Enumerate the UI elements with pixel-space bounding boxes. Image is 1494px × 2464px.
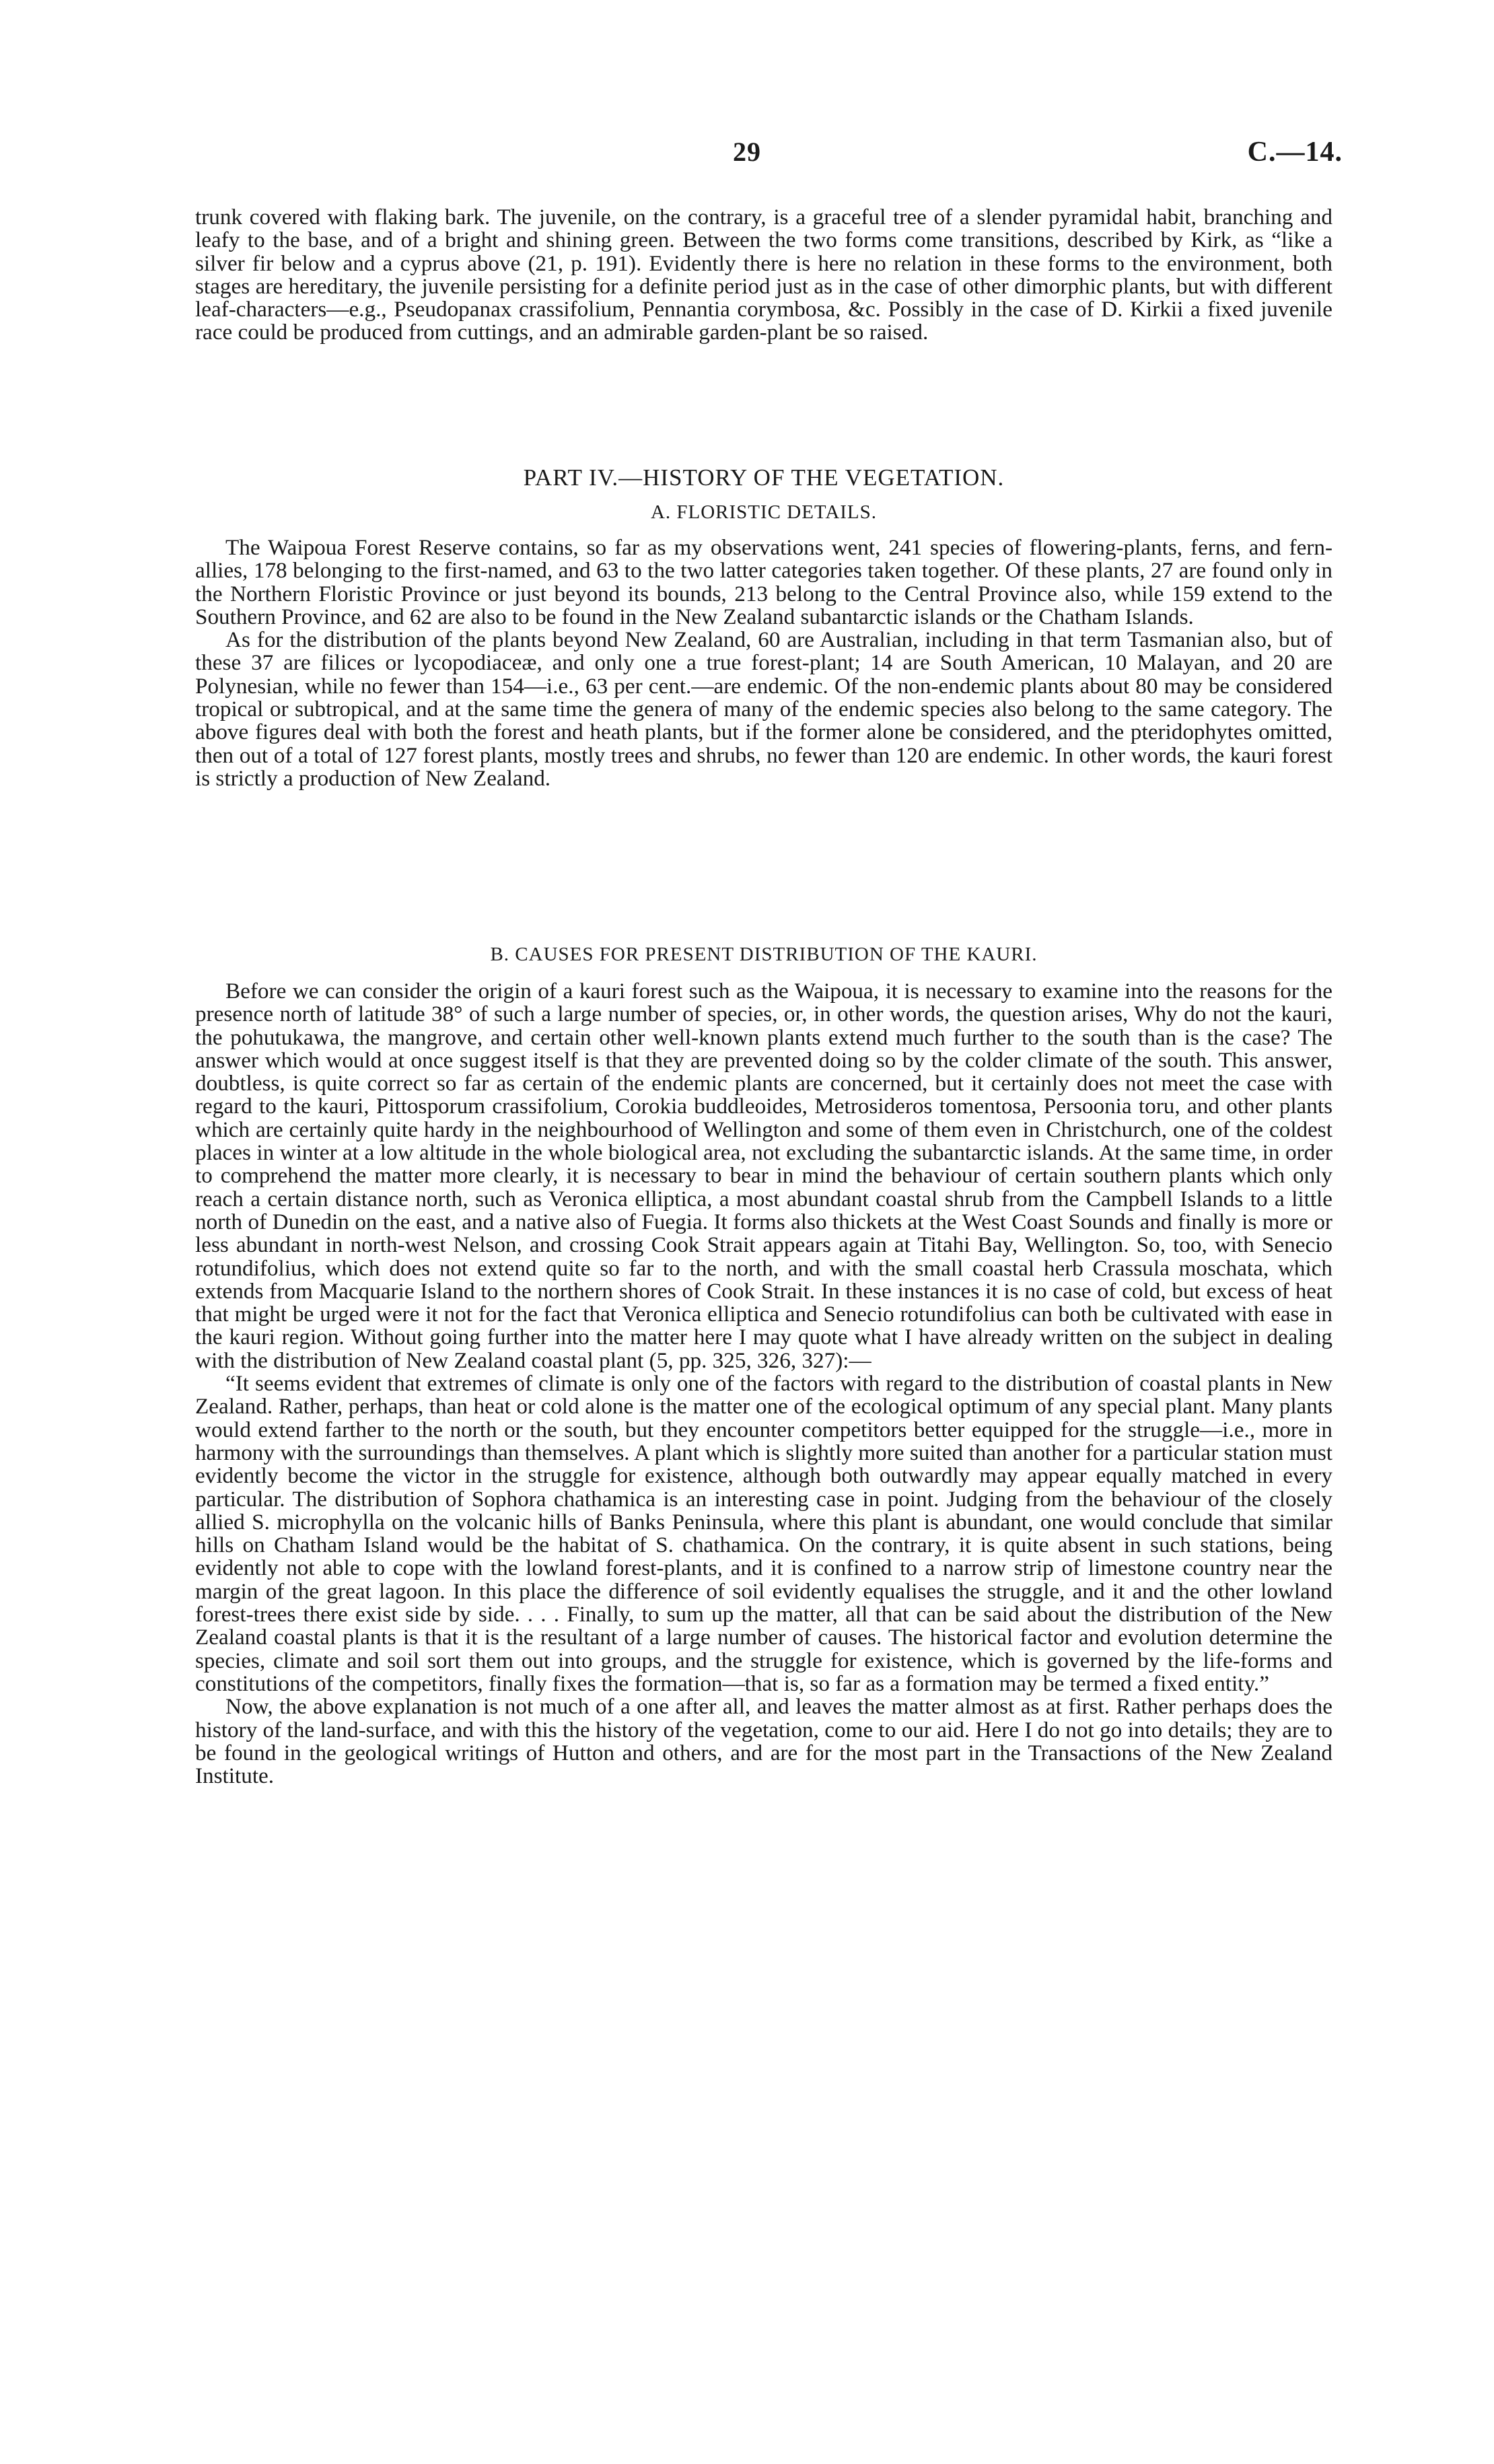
intro-block (195, 206, 1332, 345)
section-b-quote: “It seems evident that extremes of climate is only one of the factors with regard to the distribution of coastal plants in New Zealand. Rather, perhaps, than heat or cold alone is the matter one of the ecological optimum of any special plant. Many plants would extend farther to the north or the south, but they encounter competitors better equipped for the struggle—i.e., more in harmony with the surroundings than themselves. A plant which is slightly more suited than another for a particular station must evidently become the victor in the struggle for existence, although both outwardly may appear equally matched in every particular. The distribution of Sophora chathamica is an interesting case in point. Judging from the behaviour of the closely allied S. microphylla on the volcanic hills of Banks Peninsula, where this plant is abundant, one would conclude that similar hills on Chatham Island would be the habitat of S. chathamica. On the contrary, it is quite absent in such stations, being evidently not able to cope with the lowland forest-plants, and it is confined to a narrow strip of limestone country near the margin of the great lagoon. In this place the difference of soil evidently equalises the struggle, and it and the other lowland forest-trees there exist side by side. . . . Finally, to sum up the matter, all that can be said about the distribution of the New Zealand coastal plants is that it is the resultant of a large number of causes. The historical factor and evolution determine the species, climate and soil sort them out into groups, and the struggle for existence, which is governed by the life-forms and constitutions of the competitors, finally fixes the formation—that is, so far as a formation may be termed a fixed entity.” (195, 1371, 1332, 1696)
section-a-body (195, 536, 1332, 790)
section-b-paragraph-1: Before we can consider the origin of a kauri forest such as the Waipoua, it is necessary to examine into the reasons for the presence north of latitude 38° of such a large number of species, or, in other words, the question arises, Why do not the kauri, the pohutukawa, the mangrove, and certain other well-known plants extend much further to the south than is the case? The answer which would at once suggest itself is that they are prevented doing so by the colder climate of the south. This answer, doubtless, is quite correct so far as certain of the endemic plants are concerned, but it certainly does not meet the case with regard to the kauri, Pittosporum crassifolium, Corokia buddleoides, Metrosideros tomentosa, Persoonia toru, and other plants which are certainly quite hardy in the neighbourhood of Wellington and some of them even in Christchurch, one of the coldest places in winter at a low altitude in the whole biological area, not excluding the subantarctic islands. At the same time, in order to comprehend the matter more clearly, it is necessary to bear in mind the behaviour of certain southern plants which only reach a certain distance north, such as Veronica elliptica, a most abundant coastal shrub from the Campbell Islands to a little north of Dunedin on the east, and a native also of Fuegia. It forms also thickets at the West Coast Sounds and finally is more or less abundant in north-west Nelson, and crossing Cook Strait appears again at Titahi Bay, Wellington. So, too, with Senecio rotundifolius, which does not extend quite so far to the north, and with the small coastal herb Crassula moschata, which extends from Macquarie Island to the northern shores of Cook Strait. In these instances it is no case of cold, but excess of heat that might be urged were it not for the fact that Veronica elliptica and Senecio rotundifolius can both be cultivated with ease in the kauri region. Without going further into the matter here I may quote what I have already written on the subject in dealing with the distribution of New Zealand coastal plant (5, pp. 325, 326, 327):— (195, 979, 1332, 1373)
section-b-paragraph-3: Now, the above explanation is not much of a one after all, and leaves the matter almost as at first. Rather perhaps does the history of the land-surface, and with this the history of the vegetation, come to our aid. Here I do not go into details; they are to be found in the geological writings of Hutton and others, and are for the most part in the Transactions of the New Zealand Institute. (195, 1694, 1332, 1789)
page-number: 29 (733, 137, 761, 167)
part-heading: PART IV.—HISTORY OF THE VEGETATION. (523, 464, 1005, 491)
section-b-heading: B. CAUSES FOR PRESENT DISTRIBUTION OF THE KAURI. (490, 944, 1038, 965)
section-a-paragraph-1: The Waipoua Forest Reserve contains, so far as my observations went, 241 species of flowering-plants, ferns, and fern-allies, 178 belonging to the first-named, and 63 to the two latter categories taken together. Of these plants, 27 are found only in the Northern Floristic Province or just beyond its bounds, 213 belong to the Central Province also, while 159 extend to the Southern Province, and 62 are also to be found in the New Zealand subantarctic islands or the Chatham Islands. (195, 535, 1332, 629)
document-reference: C.—14. (1247, 137, 1343, 168)
intro-paragraph: trunk covered with flaking bark. The juvenile, on the contrary, is a graceful tree of a slender pyramidal habit, branching and leafy to the base, and of a bright and shining green. Between the two forms come transitions, described by Kirk, as “like a silver fir below and a cyprus above (21, p. 191). Evidently there is here no relation in these forms to the environment, both stages are hereditary, the juvenile persisting for a definite period just as in the case of other dimorphic plants, but with different leaf-characters—e.g., Pseudopanax crassifolium, Pennantia corymbosa, &c. Possibly in the case of D. Kirkii a fixed juvenile race could be produced from cuttings, and an admirable garden-plant be so raised. (195, 205, 1332, 345)
section-a-heading: A. FLORISTIC DETAILS. (650, 501, 878, 523)
section-a-paragraph-2: As for the distribution of the plants beyond New Zealand, 60 are Australian, including in that term Tasmanian also, but of these 37 are filices or lycopodiaceæ, and only one a true forest-plant; 14 are South American, 10 Malayan, and 20 are Polynesian, while no fewer than 154—i.e., 63 per cent.—are endemic. Of the non-endemic plants about 80 may be considered tropical or subtropical, and at the same time the genera of many of the endemic species also belong to the same category. The above figures deal with both the forest and heath plants, but if the former alone be considered, and the pteridophytes omitted, then out of a total of 127 forest plants, mostly trees and shrubs, no fewer than 120 are endemic. In other words, the kauri forest is strictly a production of New Zealand. (195, 627, 1332, 791)
section-b-body (195, 980, 1332, 1788)
